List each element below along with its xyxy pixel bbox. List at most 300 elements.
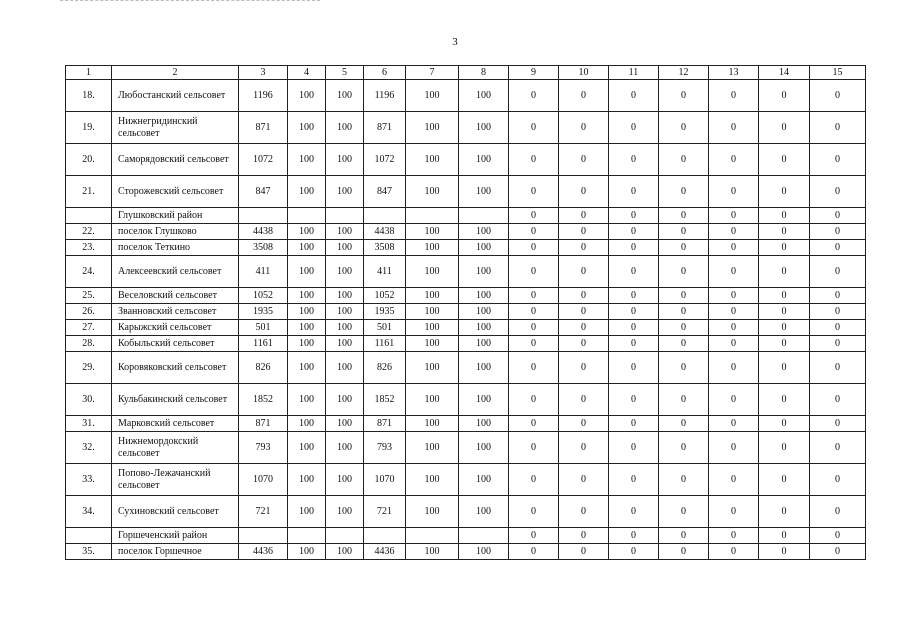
value-cell: 0 <box>810 144 866 176</box>
value-cell: 0 <box>559 224 609 240</box>
value-cell: 100 <box>288 240 326 256</box>
value-cell: 0 <box>810 288 866 304</box>
value-cell: 100 <box>459 496 509 528</box>
value-cell: 0 <box>609 432 659 464</box>
value-cell: 721 <box>239 496 288 528</box>
value-cell <box>406 528 459 544</box>
row-number-cell: 20. <box>66 144 112 176</box>
value-cell: 100 <box>288 304 326 320</box>
row-number-cell: 26. <box>66 304 112 320</box>
value-cell: 0 <box>509 304 559 320</box>
value-cell: 871 <box>239 416 288 432</box>
value-cell: 100 <box>288 384 326 416</box>
value-cell: 100 <box>459 80 509 112</box>
value-cell: 100 <box>459 432 509 464</box>
value-cell: 1935 <box>364 304 406 320</box>
value-cell: 0 <box>559 432 609 464</box>
value-cell: 0 <box>659 544 709 560</box>
value-cell <box>326 208 364 224</box>
value-cell: 0 <box>609 416 659 432</box>
value-cell: 0 <box>609 320 659 336</box>
value-cell: 0 <box>509 336 559 352</box>
value-cell: 0 <box>759 432 810 464</box>
column-header-10: 10 <box>559 66 609 80</box>
value-cell: 0 <box>759 384 810 416</box>
value-cell: 0 <box>709 416 759 432</box>
value-cell: 0 <box>509 224 559 240</box>
table-row <box>66 304 866 320</box>
value-cell: 100 <box>326 544 364 560</box>
value-cell: 100 <box>288 544 326 560</box>
column-header-1: 1 <box>66 66 112 80</box>
settlement-name-cell: Любостанский сельсовет <box>112 80 239 112</box>
value-cell: 100 <box>459 256 509 288</box>
value-cell: 3508 <box>364 240 406 256</box>
table-row <box>66 288 866 304</box>
value-cell: 0 <box>559 496 609 528</box>
value-cell: 0 <box>609 256 659 288</box>
value-cell: 0 <box>709 352 759 384</box>
value-cell: 0 <box>810 496 866 528</box>
value-cell: 0 <box>810 320 866 336</box>
value-cell: 0 <box>559 336 609 352</box>
value-cell: 100 <box>459 352 509 384</box>
value-cell: 0 <box>810 240 866 256</box>
value-cell: 0 <box>810 208 866 224</box>
value-cell: 0 <box>810 80 866 112</box>
value-cell: 0 <box>559 288 609 304</box>
value-cell <box>288 528 326 544</box>
value-cell: 100 <box>406 544 459 560</box>
value-cell: 100 <box>406 496 459 528</box>
settlement-name-cell: Марковский сельсовет <box>112 416 239 432</box>
value-cell: 501 <box>239 320 288 336</box>
value-cell <box>459 208 509 224</box>
value-cell: 100 <box>288 288 326 304</box>
value-cell: 0 <box>609 384 659 416</box>
value-cell: 1070 <box>364 464 406 496</box>
value-cell: 0 <box>759 80 810 112</box>
value-cell: 1196 <box>239 80 288 112</box>
column-header-14: 14 <box>759 66 810 80</box>
value-cell: 0 <box>559 384 609 416</box>
value-cell: 411 <box>239 256 288 288</box>
value-cell: 0 <box>709 144 759 176</box>
settlement-name-cell: Попово-Лежачанский сельсовет <box>112 464 239 496</box>
value-cell <box>326 528 364 544</box>
column-header-4: 4 <box>288 66 326 80</box>
value-cell: 0 <box>509 528 559 544</box>
value-cell <box>406 208 459 224</box>
value-cell: 0 <box>609 464 659 496</box>
value-cell: 0 <box>709 112 759 144</box>
settlement-name-cell: Нижнегридинский сельсовет <box>112 112 239 144</box>
value-cell: 0 <box>759 320 810 336</box>
value-cell: 0 <box>709 432 759 464</box>
value-cell: 411 <box>364 256 406 288</box>
value-cell: 0 <box>609 352 659 384</box>
value-cell: 0 <box>509 208 559 224</box>
row-number-cell: 27. <box>66 320 112 336</box>
value-cell: 100 <box>406 224 459 240</box>
value-cell: 0 <box>509 384 559 416</box>
value-cell: 100 <box>326 304 364 320</box>
table-row <box>66 464 866 496</box>
value-cell: 0 <box>659 304 709 320</box>
value-cell: 1161 <box>364 336 406 352</box>
value-cell: 100 <box>459 464 509 496</box>
settlement-name-cell: Саморядовский сельсовет <box>112 144 239 176</box>
value-cell: 100 <box>326 224 364 240</box>
row-number-cell: 33. <box>66 464 112 496</box>
value-cell: 100 <box>459 224 509 240</box>
value-cell: 0 <box>609 288 659 304</box>
settlement-name-cell: поселок Горшечное <box>112 544 239 560</box>
value-cell: 100 <box>406 336 459 352</box>
value-cell: 0 <box>559 464 609 496</box>
value-cell: 826 <box>364 352 406 384</box>
row-number-cell: 29. <box>66 352 112 384</box>
column-header-12: 12 <box>659 66 709 80</box>
value-cell: 0 <box>759 240 810 256</box>
value-cell: 100 <box>459 288 509 304</box>
settlement-name-cell: Алексеевский сельсовет <box>112 256 239 288</box>
value-cell: 0 <box>509 256 559 288</box>
row-number-cell: 31. <box>66 416 112 432</box>
value-cell: 0 <box>709 176 759 208</box>
table-row <box>66 208 866 224</box>
value-cell: 100 <box>326 144 364 176</box>
value-cell: 100 <box>406 432 459 464</box>
value-cell: 0 <box>609 208 659 224</box>
value-cell: 0 <box>659 336 709 352</box>
value-cell: 100 <box>459 176 509 208</box>
row-number-cell: 22. <box>66 224 112 240</box>
value-cell: 100 <box>326 112 364 144</box>
value-cell: 100 <box>406 304 459 320</box>
value-cell: 100 <box>406 112 459 144</box>
value-cell: 0 <box>709 320 759 336</box>
value-cell: 793 <box>364 432 406 464</box>
value-cell: 100 <box>326 288 364 304</box>
value-cell: 0 <box>659 464 709 496</box>
value-cell: 0 <box>509 144 559 176</box>
value-cell: 100 <box>288 320 326 336</box>
value-cell: 0 <box>509 464 559 496</box>
value-cell: 0 <box>759 464 810 496</box>
column-header-5: 5 <box>326 66 364 80</box>
settlement-name-cell: Веселовский сельсовет <box>112 288 239 304</box>
value-cell: 0 <box>709 256 759 288</box>
row-number-cell: 18. <box>66 80 112 112</box>
value-cell: 4436 <box>239 544 288 560</box>
row-number-cell: 23. <box>66 240 112 256</box>
value-cell: 0 <box>759 528 810 544</box>
row-number-cell: 21. <box>66 176 112 208</box>
settlement-name-cell: Нижнемордокский сельсовет <box>112 432 239 464</box>
value-cell: 0 <box>759 544 810 560</box>
value-cell: 847 <box>364 176 406 208</box>
value-cell: 0 <box>709 288 759 304</box>
settlement-name-cell: Сторожевский сельсовет <box>112 176 239 208</box>
settlement-name-cell: Званновский сельсовет <box>112 304 239 320</box>
value-cell: 0 <box>559 256 609 288</box>
value-cell <box>239 208 288 224</box>
data-table <box>65 65 866 560</box>
value-cell: 100 <box>459 304 509 320</box>
value-cell: 100 <box>459 384 509 416</box>
table-row <box>66 432 866 464</box>
value-cell: 0 <box>559 144 609 176</box>
value-cell: 100 <box>326 384 364 416</box>
value-cell: 0 <box>559 304 609 320</box>
value-cell: 1196 <box>364 80 406 112</box>
value-cell: 0 <box>810 112 866 144</box>
table-row <box>66 256 866 288</box>
row-number-cell: 24. <box>66 256 112 288</box>
value-cell <box>459 528 509 544</box>
value-cell: 0 <box>609 240 659 256</box>
column-header-9: 9 <box>509 66 559 80</box>
table-row <box>66 112 866 144</box>
value-cell: 0 <box>609 144 659 176</box>
table-row <box>66 80 866 112</box>
value-cell: 0 <box>609 224 659 240</box>
value-cell: 0 <box>759 416 810 432</box>
value-cell: 100 <box>288 464 326 496</box>
value-cell: 0 <box>810 304 866 320</box>
table-row <box>66 496 866 528</box>
value-cell: 0 <box>709 384 759 416</box>
value-cell: 0 <box>709 80 759 112</box>
value-cell: 100 <box>459 544 509 560</box>
table-row <box>66 544 866 560</box>
value-cell: 1070 <box>239 464 288 496</box>
column-header-13: 13 <box>709 66 759 80</box>
value-cell: 100 <box>326 352 364 384</box>
settlement-name-cell: Горшеченский район <box>112 528 239 544</box>
value-cell <box>364 528 406 544</box>
value-cell: 0 <box>559 240 609 256</box>
value-cell: 100 <box>406 464 459 496</box>
value-cell: 0 <box>559 320 609 336</box>
value-cell: 0 <box>509 496 559 528</box>
value-cell: 100 <box>406 256 459 288</box>
value-cell: 100 <box>326 336 364 352</box>
value-cell: 0 <box>659 528 709 544</box>
value-cell: 0 <box>559 176 609 208</box>
value-cell <box>239 528 288 544</box>
value-cell: 100 <box>326 416 364 432</box>
value-cell: 0 <box>559 352 609 384</box>
table-body <box>66 66 866 560</box>
settlement-name-cell: поселок Глушково <box>112 224 239 240</box>
value-cell: 0 <box>709 544 759 560</box>
value-cell: 0 <box>659 208 709 224</box>
value-cell: 0 <box>659 224 709 240</box>
value-cell: 0 <box>559 544 609 560</box>
value-cell: 0 <box>659 256 709 288</box>
settlement-name-cell: Кульбакинский сельсовет <box>112 384 239 416</box>
value-cell: 0 <box>609 80 659 112</box>
value-cell: 100 <box>288 224 326 240</box>
table-row <box>66 176 866 208</box>
value-cell: 0 <box>559 416 609 432</box>
value-cell: 0 <box>659 432 709 464</box>
value-cell: 0 <box>659 80 709 112</box>
value-cell: 100 <box>326 320 364 336</box>
table-row <box>66 320 866 336</box>
value-cell: 0 <box>709 208 759 224</box>
value-cell: 100 <box>326 80 364 112</box>
value-cell: 100 <box>406 80 459 112</box>
value-cell: 0 <box>709 496 759 528</box>
value-cell: 0 <box>509 240 559 256</box>
page-number: 3 <box>452 36 458 48</box>
value-cell: 0 <box>509 544 559 560</box>
value-cell: 0 <box>659 416 709 432</box>
value-cell: 4436 <box>364 544 406 560</box>
table-row <box>66 384 866 416</box>
scan-edge-mark <box>60 0 320 3</box>
settlement-name-cell: Глушковский район <box>112 208 239 224</box>
value-cell: 0 <box>810 544 866 560</box>
value-cell: 871 <box>239 112 288 144</box>
settlement-name-cell: поселок Теткино <box>112 240 239 256</box>
table-row <box>66 144 866 176</box>
value-cell: 0 <box>810 352 866 384</box>
value-cell: 100 <box>288 256 326 288</box>
value-cell: 0 <box>709 528 759 544</box>
settlement-name-cell: Коровяковский сельсовет <box>112 352 239 384</box>
value-cell: 0 <box>609 176 659 208</box>
value-cell: 793 <box>239 432 288 464</box>
value-cell: 1072 <box>239 144 288 176</box>
column-header-15: 15 <box>810 66 866 80</box>
table-row <box>66 336 866 352</box>
value-cell: 0 <box>509 176 559 208</box>
value-cell: 0 <box>509 416 559 432</box>
value-cell <box>288 208 326 224</box>
value-cell: 0 <box>759 224 810 240</box>
value-cell: 0 <box>810 176 866 208</box>
row-number-cell: 19. <box>66 112 112 144</box>
value-cell: 0 <box>659 496 709 528</box>
row-number-cell <box>66 528 112 544</box>
settlement-name-cell: Кобыльский сельсовет <box>112 336 239 352</box>
value-cell: 3508 <box>239 240 288 256</box>
value-cell: 1072 <box>364 144 406 176</box>
value-cell: 0 <box>709 336 759 352</box>
value-cell: 100 <box>459 144 509 176</box>
value-cell: 0 <box>609 544 659 560</box>
value-cell: 1935 <box>239 304 288 320</box>
value-cell <box>364 208 406 224</box>
value-cell: 0 <box>559 80 609 112</box>
value-cell: 0 <box>609 336 659 352</box>
value-cell: 4438 <box>364 224 406 240</box>
value-cell: 0 <box>759 496 810 528</box>
value-cell: 100 <box>459 320 509 336</box>
value-cell: 0 <box>709 224 759 240</box>
value-cell: 847 <box>239 176 288 208</box>
value-cell: 100 <box>288 352 326 384</box>
value-cell: 721 <box>364 496 406 528</box>
column-header-7: 7 <box>406 66 459 80</box>
value-cell: 0 <box>659 144 709 176</box>
value-cell: 100 <box>406 352 459 384</box>
value-cell: 0 <box>659 288 709 304</box>
column-header-11: 11 <box>609 66 659 80</box>
value-cell: 0 <box>509 320 559 336</box>
value-cell: 100 <box>288 80 326 112</box>
value-cell: 100 <box>406 176 459 208</box>
value-cell: 0 <box>759 304 810 320</box>
value-cell: 0 <box>810 416 866 432</box>
value-cell: 100 <box>288 336 326 352</box>
table-row <box>66 416 866 432</box>
value-cell: 100 <box>406 144 459 176</box>
value-cell: 0 <box>709 304 759 320</box>
value-cell: 0 <box>709 240 759 256</box>
row-number-cell: 30. <box>66 384 112 416</box>
value-cell: 0 <box>810 528 866 544</box>
value-cell: 100 <box>326 176 364 208</box>
row-number-cell: 25. <box>66 288 112 304</box>
value-cell: 100 <box>326 432 364 464</box>
table-row <box>66 352 866 384</box>
value-cell: 1161 <box>239 336 288 352</box>
value-cell: 0 <box>609 496 659 528</box>
value-cell: 100 <box>326 256 364 288</box>
value-cell: 0 <box>659 240 709 256</box>
value-cell: 0 <box>759 256 810 288</box>
settlement-name-cell: Сухиновский сельсовет <box>112 496 239 528</box>
value-cell: 100 <box>406 240 459 256</box>
value-cell: 100 <box>459 336 509 352</box>
column-header-2: 2 <box>112 66 239 80</box>
value-cell: 0 <box>810 432 866 464</box>
value-cell: 100 <box>326 464 364 496</box>
value-cell: 1052 <box>239 288 288 304</box>
column-header-8: 8 <box>459 66 509 80</box>
value-cell: 0 <box>810 336 866 352</box>
value-cell: 0 <box>609 112 659 144</box>
row-number-cell: 32. <box>66 432 112 464</box>
value-cell: 100 <box>459 416 509 432</box>
row-number-cell: 35. <box>66 544 112 560</box>
value-cell: 0 <box>759 176 810 208</box>
value-cell: 0 <box>609 528 659 544</box>
value-cell: 100 <box>406 384 459 416</box>
table-row <box>66 224 866 240</box>
value-cell: 100 <box>288 496 326 528</box>
value-cell: 0 <box>609 304 659 320</box>
value-cell: 0 <box>810 256 866 288</box>
value-cell: 0 <box>709 464 759 496</box>
value-cell: 4438 <box>239 224 288 240</box>
table-row <box>66 240 866 256</box>
value-cell: 1052 <box>364 288 406 304</box>
value-cell: 0 <box>659 176 709 208</box>
value-cell: 0 <box>659 112 709 144</box>
value-cell: 871 <box>364 416 406 432</box>
value-cell: 501 <box>364 320 406 336</box>
value-cell: 0 <box>759 336 810 352</box>
column-header-6: 6 <box>364 66 406 80</box>
table-row <box>66 528 866 544</box>
value-cell: 0 <box>810 384 866 416</box>
